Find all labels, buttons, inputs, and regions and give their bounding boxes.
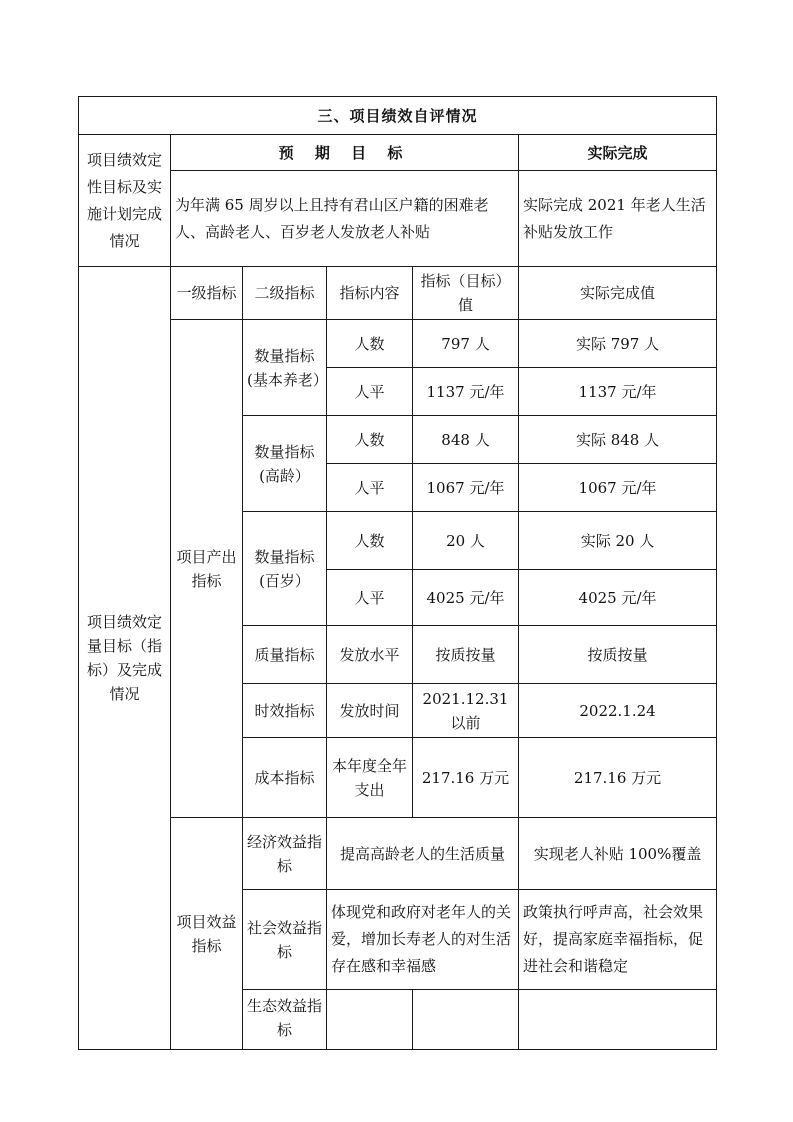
content-cell: 人数	[327, 512, 413, 570]
content-cell: 人平	[327, 464, 413, 512]
content-cell: 提高高龄老人的生活质量	[327, 818, 519, 890]
quantitative-header-row	[79, 267, 717, 320]
level2-cell: 成本指标	[243, 738, 327, 818]
actual-completion-text: 实际完成 2021 年老人生活补贴发放工作	[519, 171, 717, 267]
actual-cell: 1137 元/年	[519, 368, 717, 416]
level2-cell: 质量指标	[243, 626, 327, 684]
target-cell: 2021.12.31 以前	[413, 684, 519, 738]
qualitative-label: 项目绩效定性目标及实施计划完成情况	[79, 135, 171, 267]
actual-cell: 实现老人补贴 100%覆盖	[519, 818, 717, 890]
section-title: 三、项目绩效自评情况	[79, 97, 717, 135]
target-cell: 1137 元/年	[413, 368, 519, 416]
content-cell: 人平	[327, 570, 413, 626]
qualitative-content-row	[79, 171, 717, 267]
expected-goal-text: 为年满 65 周岁以上且持有君山区户籍的困难老人、高龄老人、百岁老人发放老人补贴	[171, 171, 519, 267]
content-cell: 人平	[327, 368, 413, 416]
target-cell: 20 人	[413, 512, 519, 570]
table-row	[79, 818, 717, 890]
content-cell: 发放水平	[327, 626, 413, 684]
actual-cell: 按质按量	[519, 626, 717, 684]
actual-cell: 217.16 万元	[519, 738, 717, 818]
level2-cell: 经济效益指标	[243, 818, 327, 890]
actual-cell: 政策执行呼声高，社会效果好，提高家庭幸福指标，促进社会和谐稳定	[519, 890, 717, 990]
actual-cell: 4025 元/年	[519, 570, 717, 626]
header-actual: 实际完成值	[519, 267, 717, 320]
content-cell: 人数	[327, 320, 413, 368]
target-cell: 4025 元/年	[413, 570, 519, 626]
actual-completion-header: 实际完成	[519, 135, 717, 171]
table-row	[79, 320, 717, 368]
actual-cell: 2022.1.24	[519, 684, 717, 738]
content-cell: 本年度全年支出	[327, 738, 413, 818]
performance-table-wrapper	[78, 96, 716, 1039]
content-cell	[327, 990, 413, 1050]
level2-cell: 数量指标(百岁）	[243, 512, 327, 626]
actual-cell	[519, 990, 717, 1050]
header-level2: 二级指标	[243, 267, 327, 320]
header-level1: 一级指标	[171, 267, 243, 320]
target-cell: 217.16 万元	[413, 738, 519, 818]
header-target: 指标（目标）值	[413, 267, 519, 320]
title-row	[79, 97, 717, 135]
target-cell	[413, 990, 519, 1050]
content-cell: 体现党和政府对老年人的关爱，增加长寿老人的对生活存在感和幸福感	[327, 890, 519, 990]
performance-table	[78, 96, 717, 1050]
output-group-label: 项目产出指标	[171, 320, 243, 818]
qualitative-header-row	[79, 135, 717, 171]
content-cell: 发放时间	[327, 684, 413, 738]
target-cell: 1067 元/年	[413, 464, 519, 512]
level2-cell: 数量指标(高龄）	[243, 416, 327, 512]
actual-cell: 实际 20 人	[519, 512, 717, 570]
level2-cell: 数量指标(基本养老）	[243, 320, 327, 416]
target-cell: 848 人	[413, 416, 519, 464]
level2-cell: 生态效益指标	[243, 990, 327, 1050]
target-cell: 按质按量	[413, 626, 519, 684]
actual-cell: 实际 797 人	[519, 320, 717, 368]
level2-cell: 时效指标	[243, 684, 327, 738]
content-cell: 人数	[327, 416, 413, 464]
benefit-group-label: 项目效益指标	[171, 818, 243, 1050]
target-cell: 797 人	[413, 320, 519, 368]
header-content: 指标内容	[327, 267, 413, 320]
expected-goal-header: 预 期 目 标	[171, 135, 519, 171]
level2-cell: 社会效益指标	[243, 890, 327, 990]
actual-cell: 1067 元/年	[519, 464, 717, 512]
actual-cell: 实际 848 人	[519, 416, 717, 464]
quantitative-label: 项目绩效定量目标（指标）及完成情况	[79, 267, 171, 1050]
